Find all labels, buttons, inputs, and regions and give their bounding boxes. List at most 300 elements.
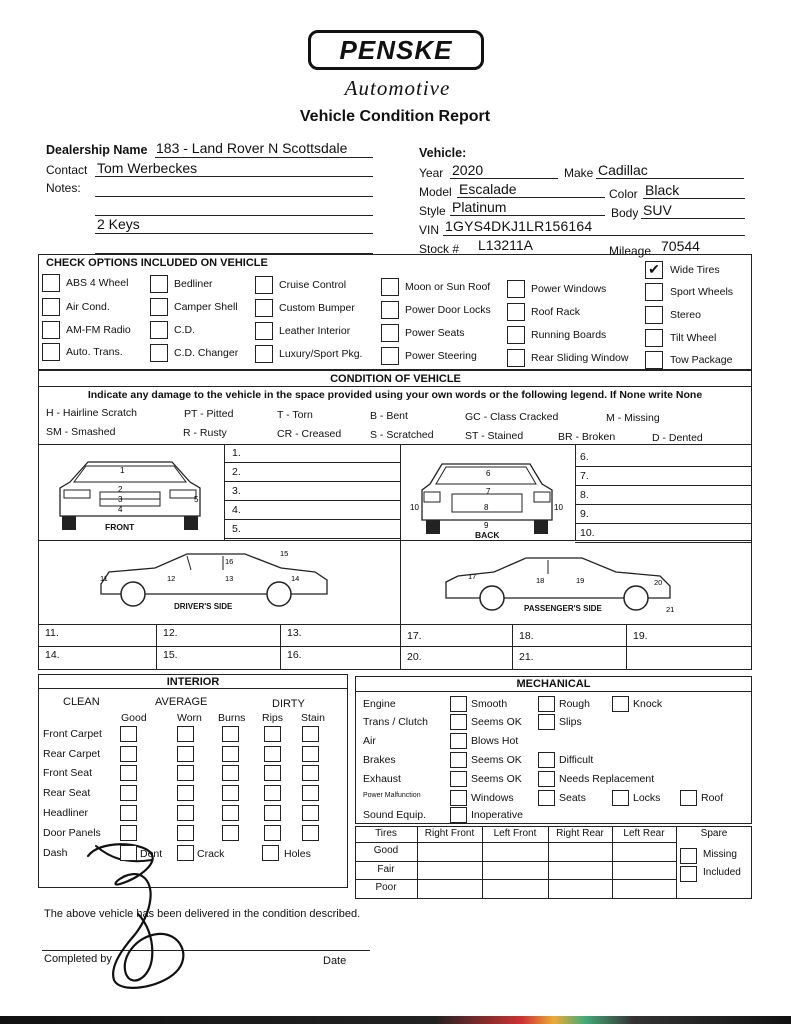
svg-text:1: 1 xyxy=(120,466,125,475)
center-divider xyxy=(400,444,401,624)
side-grid-column-line xyxy=(280,624,281,670)
mech-checkbox-brakes[interactable] xyxy=(538,752,555,768)
dash-crack-label: Crack xyxy=(197,848,225,860)
mech-label-power: Power Malfunction xyxy=(363,792,421,799)
mech-option-trans: Seems OK xyxy=(471,716,522,728)
mech-option-power: Roof xyxy=(701,792,724,804)
clean-header: CLEAN xyxy=(63,696,100,708)
option-label-custom-bumper: Custom Bumper xyxy=(279,302,355,314)
color-line xyxy=(643,198,745,199)
dash-holes-label: Holes xyxy=(284,848,311,860)
color-label: Color xyxy=(609,187,638,201)
checkbox-rear-sliding-window[interactable] xyxy=(507,349,525,367)
spare-option-label: Missing xyxy=(703,849,737,860)
legend-item: B - Bent xyxy=(370,410,408,422)
side-grid-cell: 16. xyxy=(287,649,302,661)
checkbox-wide-tires[interactable]: ✔ xyxy=(645,261,663,279)
svg-text:6: 6 xyxy=(486,469,491,478)
make-label: Make xyxy=(564,166,594,180)
burns-header: Burns xyxy=(218,712,246,724)
option-label-luxury-sport-pkg: Luxury/Sport Pkg. xyxy=(279,348,363,360)
interior-checkbox[interactable] xyxy=(177,785,194,801)
checkbox-power-seats[interactable] xyxy=(381,324,399,342)
mech-label-sound: Sound Equip. xyxy=(363,809,427,821)
mech-checkbox-air[interactable] xyxy=(450,733,467,749)
option-label-tow-package: Tow Package xyxy=(670,354,733,366)
delivery-statement: The above vehicle has been delivered in the condition described. xyxy=(44,908,361,920)
make-value[interactable]: Cadillac xyxy=(598,162,648,178)
option-label-running-boards: Running Boards xyxy=(531,329,607,341)
model-value[interactable]: Escalade xyxy=(459,181,517,197)
svg-text:8: 8 xyxy=(484,503,489,512)
interior-divider xyxy=(38,688,348,689)
completed-by-label: Completed by xyxy=(44,953,112,965)
style-value[interactable]: Platinum xyxy=(452,199,507,215)
stock-value[interactable]: L13211A xyxy=(478,237,534,253)
side-grid-cell: 17. xyxy=(407,630,422,642)
mech-checkbox-trans[interactable] xyxy=(450,714,467,730)
diagram-bottom-line xyxy=(38,624,752,625)
body-label: Body xyxy=(611,206,639,220)
contact-value[interactable]: Tom Werbeckes xyxy=(97,160,198,176)
svg-text:17: 17 xyxy=(468,572,477,581)
body-value[interactable]: SUV xyxy=(643,202,672,218)
checkbox-luxury-sport-pkg[interactable] xyxy=(255,345,273,363)
tires-cell[interactable] xyxy=(614,880,674,898)
side-grid-mid-line xyxy=(38,646,752,647)
interior-checkbox[interactable] xyxy=(120,746,137,762)
svg-text:2: 2 xyxy=(118,485,123,494)
notes-line-1 xyxy=(95,196,373,197)
svg-text:19: 19 xyxy=(576,576,585,585)
legend-item: D - Dented xyxy=(652,432,703,444)
tires-row-label: Fair xyxy=(377,864,395,875)
interior-row-label: Headliner xyxy=(43,807,88,819)
contact-line xyxy=(95,176,373,177)
make-line xyxy=(596,178,744,179)
mech-option-trans: Slips xyxy=(559,716,582,728)
checkbox-running-boards[interactable] xyxy=(507,326,525,344)
svg-text:20: 20 xyxy=(654,578,663,587)
checkbox-power-steering[interactable] xyxy=(381,347,399,365)
mech-label-trans: Trans / Clutch xyxy=(363,716,428,728)
front-line-number: 2. xyxy=(232,466,241,478)
spare-option-label: Included xyxy=(703,867,741,878)
interior-checkbox[interactable] xyxy=(177,746,194,762)
svg-text:14: 14 xyxy=(291,574,300,583)
dash-holes-checkbox[interactable] xyxy=(262,845,279,861)
checkbox-bedliner[interactable] xyxy=(150,275,168,293)
tires-cell[interactable] xyxy=(484,862,546,878)
interior-checkbox[interactable] xyxy=(302,785,319,801)
svg-text:16: 16 xyxy=(225,557,234,566)
svg-text:10: 10 xyxy=(554,503,563,512)
option-label-moon-or-sun-roof: Moon or Sun Roof xyxy=(405,281,491,293)
svg-text:21: 21 xyxy=(666,605,675,614)
front-divider xyxy=(224,444,225,540)
vin-line xyxy=(443,235,745,236)
tires-cell[interactable] xyxy=(550,843,610,860)
checkbox-power-door-locks[interactable] xyxy=(381,301,399,319)
checkbox-air-cond[interactable] xyxy=(42,298,60,316)
tires-header: Left Front xyxy=(493,828,537,839)
back-line-number: 6. xyxy=(580,451,589,463)
svg-text:18: 18 xyxy=(536,576,545,585)
interior-checkbox[interactable] xyxy=(177,825,194,841)
diagram-mid-line xyxy=(38,540,752,541)
interior-row-label: Front Carpet xyxy=(43,728,102,740)
interior-checkbox[interactable] xyxy=(120,765,137,781)
back-car-diagram xyxy=(406,458,571,540)
worn-header: Worn xyxy=(177,712,202,724)
tires-cell[interactable] xyxy=(484,843,546,860)
spare-checkbox[interactable] xyxy=(680,848,697,864)
year-value[interactable]: 2020 xyxy=(452,162,484,178)
mech-checkbox-brakes[interactable] xyxy=(450,752,467,768)
back-line-rule xyxy=(575,485,752,486)
interior-checkbox[interactable] xyxy=(264,785,281,801)
option-label-leather-interior: Leather Interior xyxy=(279,325,351,337)
mechanical-divider xyxy=(355,691,752,692)
mech-option-power: Locks xyxy=(633,792,661,804)
front-line-number: 1. xyxy=(232,447,241,459)
mech-checkbox-power[interactable] xyxy=(680,790,697,806)
interior-checkbox[interactable] xyxy=(222,746,239,762)
front-line-number: 5. xyxy=(232,523,241,535)
checkbox-c-d-changer[interactable] xyxy=(150,344,168,362)
stain-header: Stain xyxy=(301,712,325,724)
back-line-number: 9. xyxy=(580,508,589,520)
condition-instructions: Indicate any damage to the vehicle in the space provided using your own words or the following legend. If None write None xyxy=(87,389,703,401)
interior-checkbox[interactable] xyxy=(222,805,239,821)
tires-cell[interactable] xyxy=(484,880,546,898)
side-grid-cell: 19. xyxy=(633,630,648,642)
dealership-value[interactable]: 183 - Land Rover N Scottsdale xyxy=(156,140,348,156)
driver-side-diagram xyxy=(95,548,335,610)
legend-item: H - Hairline Scratch xyxy=(46,407,138,419)
side-grid-cell: 15. xyxy=(163,649,178,661)
option-label-sport-wheels: Sport Wheels xyxy=(670,286,734,298)
tires-header: Spare xyxy=(700,828,728,839)
mech-option-air: Blows Hot xyxy=(471,735,519,747)
mech-checkbox-power[interactable] xyxy=(538,790,555,806)
option-label-cruise-control: Cruise Control xyxy=(279,279,347,291)
interior-checkbox[interactable] xyxy=(177,765,194,781)
mileage-label: Mileage xyxy=(609,244,652,258)
side-grid-cell: 13. xyxy=(287,627,302,639)
side-grid-column-line xyxy=(626,624,627,670)
tires-cell[interactable] xyxy=(419,843,480,860)
dealership-label: Dealership Name xyxy=(46,143,148,157)
condition-divider xyxy=(38,386,752,387)
front-line-rule xyxy=(224,500,400,501)
option-label-bedliner: Bedliner xyxy=(174,278,213,290)
tires-cell[interactable] xyxy=(550,862,610,878)
mech-checkbox-exhaust[interactable] xyxy=(450,771,467,787)
average-header: AVERAGE xyxy=(155,696,208,708)
tires-row-label: Good xyxy=(373,845,399,856)
legend-item: S - Scratched xyxy=(370,429,434,441)
mech-option-power: Windows xyxy=(471,792,514,804)
back-line-rule xyxy=(575,466,752,467)
interior-checkbox[interactable] xyxy=(302,726,319,742)
back-line-number: 7. xyxy=(580,470,589,482)
checkbox-power-windows[interactable] xyxy=(507,280,525,298)
mech-checkbox-exhaust[interactable] xyxy=(538,771,555,787)
legend-item: BR - Broken xyxy=(558,431,616,443)
good-header: Good xyxy=(121,712,147,724)
interior-checkbox[interactable] xyxy=(264,805,281,821)
mech-option-sound: Inoperative xyxy=(471,809,523,821)
condition-heading: CONDITION OF VEHICLE xyxy=(330,373,461,385)
mech-checkbox-engine[interactable] xyxy=(450,696,467,712)
option-label-air-cond: Air Cond. xyxy=(66,301,110,313)
option-label-power-windows: Power Windows xyxy=(531,283,607,295)
interior-checkbox[interactable] xyxy=(264,726,281,742)
front-line-rule xyxy=(224,481,400,482)
option-label-power-door-locks: Power Door Locks xyxy=(405,304,491,316)
side-grid-cell: 11. xyxy=(45,627,59,639)
checkbox-am-fm-radio[interactable] xyxy=(42,321,60,339)
options-heading: CHECK OPTIONS INCLUDED ON VEHICLE xyxy=(46,257,268,269)
interior-checkbox[interactable] xyxy=(120,825,137,841)
dirty-header: DIRTY xyxy=(272,698,305,710)
interior-checkbox[interactable] xyxy=(177,805,194,821)
mech-label-air: Air xyxy=(363,735,376,747)
date-label: Date xyxy=(323,955,347,967)
tires-cell[interactable] xyxy=(419,862,480,878)
interior-row-label: Rear Carpet xyxy=(43,748,101,760)
mech-option-power: Seats xyxy=(559,792,586,804)
mech-label-exhaust: Exhaust xyxy=(363,773,401,785)
legend-item: PT - Pitted xyxy=(184,408,234,420)
legend-item: SM - Smashed xyxy=(46,426,116,438)
color-value[interactable]: Black xyxy=(645,182,680,198)
mech-checkbox-power[interactable] xyxy=(450,790,467,806)
tires-cell[interactable] xyxy=(419,880,480,898)
legend-item: M - Missing xyxy=(606,412,660,424)
dash-dent-label: Dent xyxy=(140,848,163,860)
interior-row-label: Door Panels xyxy=(43,827,101,839)
side-grid-cell: 20. xyxy=(407,651,422,663)
legend-item: CR - Creased xyxy=(277,428,342,440)
notes-value[interactable]: 2 Keys xyxy=(97,216,140,232)
interior-checkbox[interactable] xyxy=(222,785,239,801)
legend-item: GC - Class Cracked xyxy=(465,411,559,423)
interior-checkbox[interactable] xyxy=(264,746,281,762)
mech-option-engine: Rough xyxy=(559,698,590,710)
svg-text:11: 11 xyxy=(100,574,108,583)
interior-checkbox[interactable] xyxy=(177,726,194,742)
contact-label: Contact xyxy=(46,163,88,177)
dash-crack-checkbox[interactable] xyxy=(177,845,194,861)
back-line-rule xyxy=(575,542,752,543)
mech-label-brakes: Brakes xyxy=(363,754,396,766)
side-grid-cell: 21. xyxy=(519,651,534,663)
mech-label-engine: Engine xyxy=(363,698,396,710)
tires-cell[interactable] xyxy=(550,880,610,898)
interior-checkbox[interactable] xyxy=(302,805,319,821)
vin-label: VIN xyxy=(419,223,440,237)
back-line-rule xyxy=(575,504,752,505)
model-line xyxy=(457,197,605,198)
option-label-c-d: C.D. xyxy=(174,324,195,336)
front-line-rule xyxy=(224,538,400,539)
interior-checkbox[interactable] xyxy=(302,765,319,781)
mech-option-exhaust: Needs Replacement xyxy=(559,773,655,785)
option-label-rear-sliding-window: Rear Sliding Window xyxy=(531,352,629,364)
body-line xyxy=(641,218,745,219)
interior-checkbox[interactable] xyxy=(264,765,281,781)
interior-checkbox[interactable] xyxy=(120,805,137,821)
svg-text:13: 13 xyxy=(225,574,234,583)
checkbox-custom-bumper[interactable] xyxy=(255,299,273,317)
checkbox-camper-shell[interactable] xyxy=(150,298,168,316)
style-line xyxy=(450,215,605,216)
interior-row-label: Front Seat xyxy=(43,767,93,779)
legend-item: ST - Stained xyxy=(465,430,524,442)
side-grid-cell: 18. xyxy=(519,630,534,642)
front-line-number: 4. xyxy=(232,504,241,516)
vin-value[interactable]: 1GYS4DKJ1LR156164 xyxy=(445,218,593,234)
interior-checkbox[interactable] xyxy=(222,765,239,781)
front-line-number: 3. xyxy=(232,485,241,497)
interior-checkbox[interactable] xyxy=(264,825,281,841)
back-line-rule xyxy=(575,523,752,524)
checkbox-abs-4-wheel[interactable] xyxy=(42,274,60,292)
back-line-number: 10. xyxy=(580,527,595,539)
spare-checkbox[interactable] xyxy=(680,866,697,882)
dash-dent-checkbox[interactable] xyxy=(120,845,137,861)
interior-checkbox[interactable] xyxy=(120,726,137,742)
checkbox-c-d[interactable] xyxy=(150,321,168,339)
back-line-number: 8. xyxy=(580,489,589,501)
model-label: Model xyxy=(419,185,452,199)
checkbox-stereo[interactable] xyxy=(645,306,663,324)
mechanical-heading: MECHANICAL xyxy=(516,678,591,690)
checkbox-leather-interior[interactable] xyxy=(255,322,273,340)
handwritten-signature[interactable] xyxy=(80,838,230,998)
report-title: Vehicle Condition Report xyxy=(299,108,491,125)
svg-text:5: 5 xyxy=(194,495,199,504)
checkbox-sport-wheels[interactable] xyxy=(645,283,663,301)
front-line-rule xyxy=(224,519,400,520)
side-grid-column-line xyxy=(156,624,157,670)
interior-checkbox[interactable] xyxy=(302,746,319,762)
rips-header: Rips xyxy=(262,712,284,724)
interior-row-label: Dash xyxy=(43,847,68,859)
passenger-side-label: PASSENGER'S SIDE xyxy=(524,604,602,613)
driver-side-label: DRIVER'S SIDE xyxy=(174,602,233,611)
year-label: Year xyxy=(419,166,444,180)
interior-checkbox[interactable] xyxy=(222,825,239,841)
year-line xyxy=(450,178,558,179)
option-label-tilt-wheel: Tilt Wheel xyxy=(670,332,717,344)
option-label-auto-trans: Auto. Trans. xyxy=(66,346,123,358)
mileage-value[interactable]: 70544 xyxy=(661,238,700,254)
option-label-stereo: Stereo xyxy=(670,309,701,321)
back-divider xyxy=(575,444,576,540)
option-label-roof-rack: Roof Rack xyxy=(531,306,581,318)
interior-checkbox[interactable] xyxy=(302,825,319,841)
checkbox-auto-trans[interactable] xyxy=(42,343,60,361)
checkbox-tow-package[interactable] xyxy=(645,351,663,369)
mech-option-brakes: Seems OK xyxy=(471,754,522,766)
style-label: Style xyxy=(419,204,446,218)
option-label-abs-4-wheel: ABS 4 Wheel xyxy=(66,277,129,289)
option-label-c-d-changer: C.D. Changer xyxy=(174,347,239,359)
svg-text:3: 3 xyxy=(118,495,123,504)
tires-header: Left Rear xyxy=(623,828,665,839)
logo-subtitle: Automotive xyxy=(344,76,451,100)
mech-option-engine: Knock xyxy=(633,698,663,710)
tires-header: Right Front xyxy=(424,828,475,839)
svg-text:9: 9 xyxy=(484,521,489,530)
dealership-line xyxy=(155,157,373,158)
front-label: FRONT xyxy=(105,522,135,532)
mech-checkbox-engine[interactable] xyxy=(612,696,629,712)
checkbox-tilt-wheel[interactable] xyxy=(645,329,663,347)
svg-text:12: 12 xyxy=(167,574,176,583)
mech-option-brakes: Difficult xyxy=(559,754,594,766)
legend-item: R - Rusty xyxy=(183,427,227,439)
interior-checkbox[interactable] xyxy=(222,726,239,742)
tires-cell[interactable] xyxy=(614,843,674,860)
diagram-top-line xyxy=(38,444,752,445)
back-label: BACK xyxy=(475,530,500,540)
interior-heading: INTERIOR xyxy=(166,676,220,688)
svg-text:10: 10 xyxy=(410,503,419,512)
side-grid-column-line xyxy=(400,624,401,670)
penske-logo xyxy=(308,30,484,70)
tires-header: Tires xyxy=(375,828,397,839)
tires-row-label: Poor xyxy=(375,882,397,893)
option-label-power-seats: Power Seats xyxy=(405,327,465,339)
interior-row-label: Rear Seat xyxy=(43,787,91,799)
mech-option-exhaust: Seems OK xyxy=(471,773,522,785)
legend-item: T - Torn xyxy=(277,409,313,421)
side-grid-cell: 14. xyxy=(45,649,60,661)
option-label-am-fm-radio: AM-FM Radio xyxy=(66,324,131,336)
stock-label: Stock # xyxy=(419,242,460,256)
svg-text:4: 4 xyxy=(118,505,123,514)
checkbox-moon-or-sun-roof[interactable] xyxy=(381,278,399,296)
mech-option-engine: Smooth xyxy=(471,698,508,710)
checkbox-cruise-control[interactable] xyxy=(255,276,273,294)
option-label-power-steering: Power Steering xyxy=(405,350,477,362)
mech-checkbox-power[interactable] xyxy=(612,790,629,806)
tires-cell[interactable] xyxy=(614,862,674,878)
logo-text: PENSKE xyxy=(339,34,453,65)
option-label-camper-shell: Camper Shell xyxy=(174,301,238,313)
front-line-rule xyxy=(224,462,400,463)
svg-text:7: 7 xyxy=(486,487,491,496)
side-grid-column-line xyxy=(512,624,513,670)
notes-line-3 xyxy=(95,233,373,234)
svg-text:15: 15 xyxy=(280,549,289,558)
mech-checkbox-trans[interactable] xyxy=(538,714,555,730)
scan-edge-bar xyxy=(0,1016,791,1024)
checkbox-roof-rack[interactable] xyxy=(507,303,525,321)
mech-checkbox-engine[interactable] xyxy=(538,696,555,712)
notes-label: Notes: xyxy=(46,181,81,195)
mech-checkbox-sound[interactable] xyxy=(450,807,467,823)
side-grid-cell: 12. xyxy=(163,627,178,639)
interior-checkbox[interactable] xyxy=(120,785,137,801)
option-label-wide-tires: Wide Tires xyxy=(670,264,720,276)
tires-header: Right Rear xyxy=(556,828,604,839)
vehicle-heading: Vehicle: xyxy=(419,146,467,160)
